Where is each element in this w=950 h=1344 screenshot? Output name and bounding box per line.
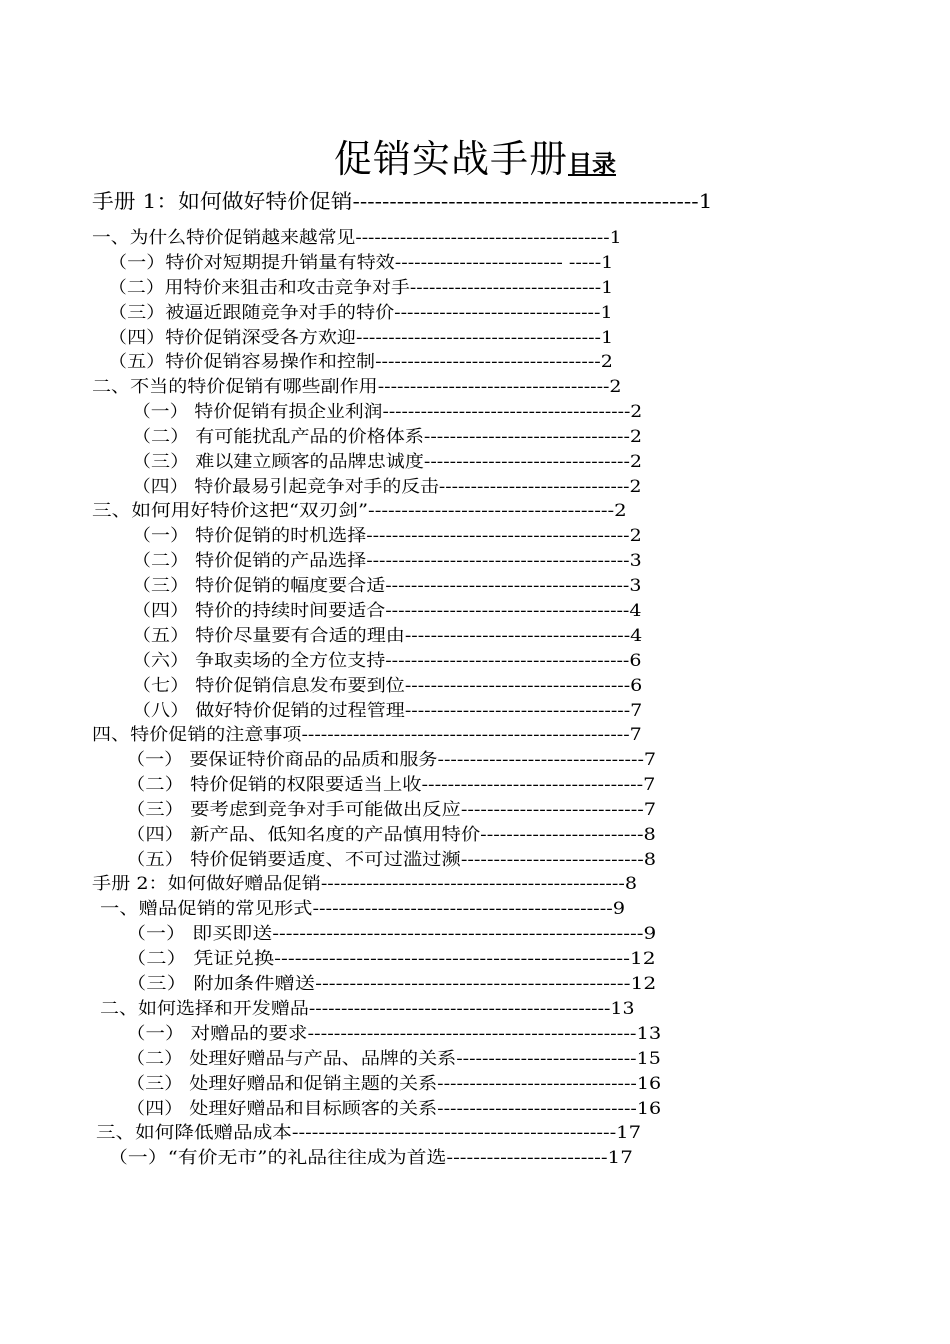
toc-entry: （三） 处理好赠品和促销主题的关系-------------------------------16 <box>126 1074 662 1094</box>
toc-entry: （三） 要考虑到竞争对手可能做出反应----------------------------7 <box>126 800 657 820</box>
toc-entry: （六） 争取卖场的全方位支持--------------------------------------6 <box>132 651 642 671</box>
toc-entry: （一）“有价无市”的礼品往往成为首选------------------------17 <box>108 1148 633 1168</box>
toc-entry: （一） 特价促销的时机选择-----------------------------------------2 <box>132 526 642 546</box>
toc-entry: （八） 做好特价促销的过程管理-----------------------------------7 <box>132 701 643 721</box>
toc-entry: （一）特价对短期提升销量有特效-------------------------- -----1 <box>108 253 614 273</box>
title-sub-toc: 目录 <box>568 150 616 178</box>
toc-entry: （五） 特价尽量要有合适的理由-----------------------------------4 <box>132 626 643 646</box>
toc-entry: （五）特价促销容易操作和控制-----------------------------------2 <box>108 352 613 372</box>
toc-entry: （二） 特价促销的产品选择-----------------------------------------3 <box>132 551 642 571</box>
toc-entry: （四） 特价最易引起竞争对手的反击------------------------------2 <box>132 477 642 497</box>
toc-entry: 三、如何用好特价这把“双刃剑”-------------------------------------2 <box>92 501 627 521</box>
toc-entry: （二） 特价促销的权限要适当上收----------------------------------7 <box>126 775 656 795</box>
toc-entry: （三） 难以建立顾客的品牌忠诚度--------------------------------2 <box>132 452 643 472</box>
toc-entry: （四） 新产品、低知名度的产品慎用特价-------------------------8 <box>126 825 656 845</box>
toc-entry: 一、为什么特价促销越来越常见----------------------------------------1 <box>92 228 622 248</box>
toc-entry: 手册 1：如何做好特价促销-----------------------------------------------1 <box>92 189 713 213</box>
toc-entry: 三、如何降低赠品成本-------------------------------------------------17 <box>96 1123 642 1143</box>
toc-entry: （一） 要保证特价商品的品质和服务--------------------------------7 <box>126 750 657 770</box>
toc-entry: （二） 有可能扰乱产品的价格体系--------------------------------2 <box>132 427 643 447</box>
toc-entry: （一） 对赠品的要求--------------------------------------------------13 <box>126 1024 662 1044</box>
toc-entry: 二、如何选择和开发赠品-----------------------------------------------13 <box>100 999 635 1019</box>
toc-entry: （四） 特价的持续时间要适合--------------------------------------4 <box>132 601 642 621</box>
toc-entry: 四、特价促销的注意事项---------------------------------------------------7 <box>92 725 642 745</box>
document-title <box>0 128 950 183</box>
toc-entry: 一、赠品促销的常见形式----------------------------------------------9 <box>100 899 626 919</box>
toc-entry: （三）被逼近跟随竞争对手的特价--------------------------------1 <box>108 303 613 323</box>
toc-entry: （三） 特价促销的幅度要合适--------------------------------------3 <box>132 576 642 596</box>
toc-entry: 二、不当的特价促销有哪些副作用------------------------------------2 <box>92 377 622 397</box>
toc-entry: （二）用特价来狙击和攻击竞争对手------------------------------1 <box>108 278 614 298</box>
toc-entry: （五） 特价促销要适度、不可过滥过濒----------------------------8 <box>126 850 657 870</box>
toc-entry: （四） 处理好赠品和目标顾客的关系-------------------------------16 <box>126 1099 662 1119</box>
toc-entry: （二） 凭证兑换----------------------------------------------------12 <box>126 949 656 969</box>
title-main: 促销实战手册 <box>333 137 568 181</box>
toc-entry: （四）特价促销深受各方欢迎--------------------------------------1 <box>108 328 614 348</box>
toc-entry: （二） 处理好赠品与产品、品牌的关系----------------------------15 <box>126 1049 661 1069</box>
toc-entry: （一） 即买即送-------------------------------------------------------9 <box>126 924 657 944</box>
toc-entry: 手册 2：如何做好赠品促销-----------------------------------------------8 <box>92 874 638 894</box>
toc-entry: （七） 特价促销信息发布要到位-----------------------------------6 <box>132 676 643 696</box>
toc-entry: （三） 附加条件赠送----------------------------------------------12 <box>126 974 657 994</box>
toc-entry: （一） 特价促销有损企业利润---------------------------------------2 <box>132 402 643 422</box>
